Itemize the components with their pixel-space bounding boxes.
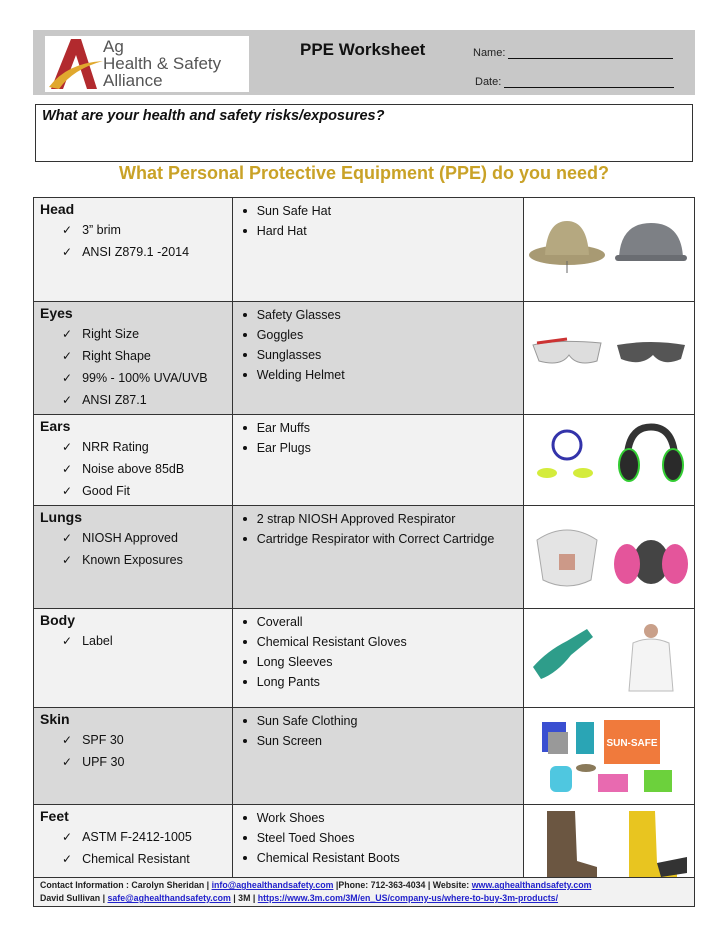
website-link[interactable]: www.aghealthandsafety.com — [471, 880, 592, 890]
name-label: Name: — [473, 47, 506, 59]
category-label: Lungs — [40, 509, 82, 525]
image-cell — [524, 708, 695, 805]
image-cell — [524, 805, 695, 884]
requirements-cell — [34, 198, 233, 302]
equipment-item: 2 strap NIOSH Approved Respirator — [243, 509, 517, 529]
check-item: ✓ Label — [40, 630, 226, 652]
requirements-cell — [34, 805, 233, 884]
requirements-cell — [34, 302, 233, 415]
equipment-item: Work Shoes — [243, 808, 517, 828]
check-item: ✓ Chemical Resistant — [40, 848, 226, 870]
n95-mask-image — [527, 520, 607, 594]
equipment-cell — [232, 302, 523, 415]
equipment-item: Long Pants — [243, 672, 517, 692]
sep-3m: | 3M | — [233, 893, 256, 903]
contact-name2: David Sullivan | — [40, 893, 106, 903]
image-cell — [524, 302, 695, 415]
ear-muffs-image — [611, 423, 691, 497]
check-item: ✓ 99% - 100% UVA/UVB — [40, 367, 226, 389]
category-label: Skin — [40, 711, 70, 727]
equipment-item: Sun Screen — [243, 731, 517, 751]
work-boot-image — [527, 807, 607, 881]
hard-hat-image — [611, 213, 691, 287]
equipment-cell — [232, 415, 523, 506]
check-item: ✓ Good Fit — [40, 480, 226, 502]
sun-hat-image — [527, 213, 607, 287]
image-cell — [524, 415, 695, 506]
risk-prompt: What are your health and safety risks/exposures? — [42, 108, 385, 124]
category-label: Head — [40, 201, 75, 217]
ppe-row-ears — [34, 415, 695, 506]
name-field[interactable] — [473, 47, 673, 59]
cartridge-respirator-image — [611, 520, 691, 594]
equipment-item: Ear Muffs — [243, 418, 517, 438]
check-item: ✓ Known Exposures — [40, 549, 226, 571]
equipment-cell — [232, 198, 523, 302]
check-item: ✓ UPF 30 — [40, 751, 226, 773]
sunglasses-image — [611, 321, 691, 395]
ppe-table — [33, 197, 695, 884]
check-item: ✓ ANSI Z879.1 -2014 — [40, 241, 226, 263]
equipment-cell — [232, 609, 523, 708]
3m-link[interactable]: https://www.3m.com/3M/en_US/company-us/where-to-buy-3m-products/ — [257, 893, 559, 903]
equipment-item: Sun Safe Clothing — [243, 711, 517, 731]
equipment-item: Coverall — [243, 612, 517, 632]
check-item: ✓ Right Size — [40, 323, 226, 345]
check-item: ✓ NIOSH Approved — [40, 527, 226, 549]
check-item: ✓ Right Shape — [40, 345, 226, 367]
ppe-row-eyes — [34, 302, 695, 415]
equipment-item: Long Sleeves — [243, 652, 517, 672]
requirements-cell — [34, 415, 233, 506]
footer — [33, 877, 695, 907]
logo-line3: Alliance — [103, 71, 163, 90]
equipment-item: Cartridge Respirator with Correct Cartridge — [243, 529, 517, 549]
category-label: Body — [40, 612, 75, 628]
ppe-row-head — [34, 198, 695, 302]
logo-line1: Ag — [103, 37, 124, 56]
risk-box[interactable] — [35, 104, 693, 162]
check-item: ✓ ASTM F-2412-1005 — [40, 826, 226, 848]
date-label: Date: — [475, 76, 502, 88]
equipment-item: Steel Toed Shoes — [243, 828, 517, 848]
category-label: Ears — [40, 418, 71, 434]
ppe-question: What Personal Protective Equipment (PPE) do you need? — [118, 163, 610, 183]
email-link-info[interactable]: info@aghealthandsafety.com — [211, 880, 334, 890]
image-cell — [524, 609, 695, 708]
coverall-image — [611, 621, 691, 695]
equipment-item: Chemical Resistant Gloves — [243, 632, 517, 652]
safety-glasses-image — [527, 321, 607, 395]
ppe-row-feet — [34, 805, 695, 884]
contact-label: Contact Information : Carolyn Sheridan | — [40, 880, 210, 890]
category-label: Feet — [40, 808, 69, 824]
equipment-item: Chemical Resistant Boots — [243, 848, 517, 868]
ppe-row-body — [34, 609, 695, 708]
header-band — [33, 30, 695, 95]
equipment-item: Safety Glasses — [243, 305, 517, 325]
equipment-item: Sunglasses — [243, 345, 517, 365]
equipment-item: Ear Plugs — [243, 438, 517, 458]
sun-safe-clothing-image — [534, 716, 684, 796]
ppe-row-lungs — [34, 506, 695, 609]
check-item: ✓ NRR Rating — [40, 436, 226, 458]
equipment-item: Sun Safe Hat — [243, 201, 517, 221]
check-item: ✓ ANSI Z87.1 — [40, 389, 226, 411]
rubber-boot-image — [611, 807, 691, 881]
email-link-safe[interactable]: safe@aghealthandsafety.com — [107, 893, 231, 903]
equipment-item: Goggles — [243, 325, 517, 345]
logo-a-icon — [47, 37, 103, 91]
logo-line2: Health & Safety — [103, 54, 222, 73]
equipment-cell — [232, 506, 523, 609]
check-item: ✓ Noise above 85dB — [40, 458, 226, 480]
page-title: PPE Worksheet — [300, 40, 426, 59]
check-item: ✓ 3” brim — [40, 219, 226, 241]
logo — [45, 36, 249, 92]
gloves-image — [527, 621, 607, 695]
date-field[interactable] — [475, 76, 674, 88]
equipment-item: Welding Helmet — [243, 365, 517, 385]
sun-safe-badge: SUN-SAFE — [606, 738, 658, 749]
ear-plugs-image — [527, 423, 607, 497]
phone-text: |Phone: 712-363-4034 | Website: — [335, 880, 470, 890]
equipment-item: Hard Hat — [243, 221, 517, 241]
category-label: Eyes — [40, 305, 73, 321]
requirements-cell — [34, 609, 233, 708]
requirements-cell — [34, 708, 233, 805]
equipment-cell — [232, 805, 523, 884]
image-cell — [524, 506, 695, 609]
image-cell — [524, 198, 695, 302]
check-item: ✓ SPF 30 — [40, 729, 226, 751]
equipment-cell — [232, 708, 523, 805]
ppe-row-skin — [34, 708, 695, 805]
requirements-cell — [34, 506, 233, 609]
